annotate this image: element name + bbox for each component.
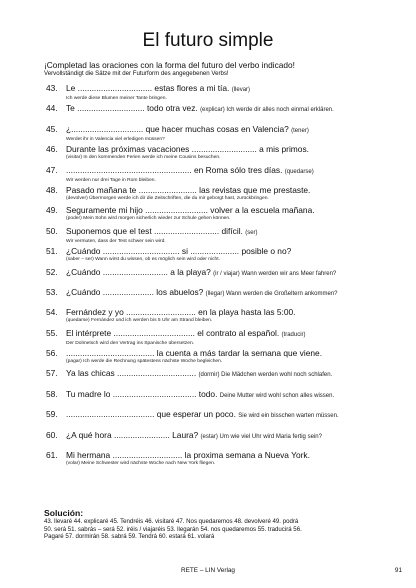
exercise-number: 61. xyxy=(46,450,58,461)
exercise-translation: (volar) Meine Schwester wird nächste Woche nach New York fliegen. xyxy=(66,461,216,467)
exercise-translation: (visitar) In den kommenden Ferien werde ich meine Cousins besuchen. xyxy=(66,155,221,161)
exercise-number: 55. xyxy=(46,327,58,338)
page-title: El futuro simple xyxy=(142,30,274,51)
exercise-sentence: Le ................................ estas flores a mi tía. xyxy=(66,83,230,93)
solution-line: 50. será 51. sabrás – será 52. iréis / viajaréis 53. llegarán 54. nos quedaremos 55. traducirá 56. xyxy=(44,525,302,533)
exercise-translation: Wir vermuten, dass der Test schwer sein wird. xyxy=(66,238,166,244)
exercise-item xyxy=(46,368,408,388)
exercise-sentence-line xyxy=(46,368,408,381)
exercise-sentence-line xyxy=(46,246,408,257)
exercise-number: 53. xyxy=(46,286,58,297)
exercise-translation: (quedarse) Fernández und ich werden bis 5 Uhr am Strand bleiben. xyxy=(66,318,213,324)
exercise-number: 50. xyxy=(46,225,58,236)
solution-line: Pagaré 57. dormirán 58. sabrá 59. Tendrá 60. estará 61. volará xyxy=(44,533,215,541)
exercise-sentence-line xyxy=(46,409,408,422)
exercise-verb-hint: (ir / viajar) Wann werden wir ans Meer fahren? xyxy=(213,270,337,277)
exercise-item xyxy=(46,307,408,327)
exercise-sentence-line xyxy=(46,226,408,239)
exercise-number: 56. xyxy=(46,348,58,359)
exercise-translation: (saber – ser) Wann wirst du wissen, ob es möglich sein wird oder nicht. xyxy=(66,257,220,263)
exercise-verb-hint: (traducir) xyxy=(281,331,306,338)
exercise-item xyxy=(46,328,408,348)
exercise-sentence-line xyxy=(46,185,408,196)
exercise-item xyxy=(46,267,408,287)
page-number: 91 xyxy=(394,567,402,574)
exercise-sentence-line xyxy=(46,348,408,359)
exercise-sentence: ¿Cuándo ................................. si ..................... posible o no? xyxy=(66,246,292,257)
exercise-sentence: ...................................................... en Roma sólo tres días. xyxy=(66,164,283,175)
exercise-sentence-line xyxy=(46,307,408,318)
solution-text xyxy=(44,518,406,541)
exercise-item xyxy=(46,389,408,409)
exercise-verb-hint: (llevar) xyxy=(231,87,251,93)
exercise-sentence: El intérprete ................................... el contrato al español. xyxy=(66,327,280,338)
exercise-number: 47. xyxy=(46,164,58,175)
exercise-sentence: Ya las chicas .................................. xyxy=(66,368,197,379)
exercise-item xyxy=(46,83,408,103)
exercise-sentence-line xyxy=(46,165,408,178)
exercise-translation: (devolver) Übermorgen werde ich dir die Zeitschriften, die du mir geborgt hast, zurückbringen. xyxy=(66,195,269,201)
exercise-sentence-line xyxy=(46,287,408,300)
exercise-verb-hint: (llegar) Wann werden die Großeltern ankommen? xyxy=(205,290,338,297)
exercise-verb-hint: (explicar) Ich werde dir alles noch einmal erklären. xyxy=(200,107,334,114)
exercise-sentence-line xyxy=(46,389,408,402)
exercise-number: 49. xyxy=(46,205,58,216)
exercise-sentence: ¿Cuándo ............................ a la playa? xyxy=(66,266,211,277)
exercise-verb-hint: (estar) Um wie viel Uhr wird Maria fertig sein? xyxy=(200,433,322,440)
exercise-number: 46. xyxy=(46,144,58,155)
exercise-item xyxy=(46,185,408,205)
exercise-sentence-line xyxy=(46,205,408,216)
exercise-verb-hint: (dormir) Die Mädchen werden wohl noch schlafen. xyxy=(198,372,333,379)
exercise-sentence-line xyxy=(46,328,408,341)
exercise-translation: (pagar) Ich werde die Rechnung spätestens nächste Woche begleichen. xyxy=(66,359,223,365)
exercise-translation: Der Dolmetsch wird den Vertrag ins Spanische übersetzen. xyxy=(66,340,195,346)
exercise-verb-hint: (tener) xyxy=(291,127,309,134)
exercise-item xyxy=(46,430,408,450)
exercise-translation: Wir werden nur drei Tage in Rom bleiben. xyxy=(66,177,156,183)
exercise-verb-hint: Sie wird ein bisschen warten müssen. xyxy=(238,413,339,420)
exercise-sentence: ¿Cuándo ...................... los abuelos? xyxy=(66,286,204,297)
exercise-item xyxy=(46,144,408,164)
exercise-item xyxy=(46,165,408,185)
exercise-sentence-line xyxy=(46,103,408,116)
exercise-sentence-line xyxy=(46,267,408,280)
exercise-number: 60. xyxy=(46,429,58,440)
solution-label: Solución: xyxy=(44,508,84,518)
solution-line: 43. llevaré 44. explicaré 45. Tendréis 46. visitaré 47. Nos quedaremos 48. devolveré 49. podrá xyxy=(44,518,299,525)
exercise-sentence: Durante las próximas vacaciones ............................ a mis primos. xyxy=(66,144,309,155)
exercise-sentence-line xyxy=(46,450,408,461)
exercise-verb-hint: (ser) xyxy=(245,229,258,236)
exercise-number: 52. xyxy=(46,266,58,277)
exercise-list xyxy=(46,83,408,470)
exercise-sentence-line xyxy=(46,430,408,443)
solution-block xyxy=(44,508,406,541)
exercise-number: 57. xyxy=(46,368,58,379)
exercise-verb-hint: (quedarse) xyxy=(284,168,314,175)
exercise-item xyxy=(46,205,408,225)
exercise-verb-hint: Deine Mutter wird wohl schon alles wissen. xyxy=(219,392,335,399)
instruction-spanish: ¡Completad las oraciones con la forma del futuro del verbo indicado! xyxy=(44,60,295,70)
exercise-sentence: Suponemos que el test ............................ difícil. xyxy=(66,225,243,236)
exercise-item xyxy=(46,409,408,429)
exercise-sentence: Pasado mañana te ......................... las revistas que me prestaste. xyxy=(66,184,311,195)
exercise-number: 51. xyxy=(46,246,58,257)
exercise-translation: (poder) Mein Sohn wird morgen sicherlich wieder zur Schule gehen können. xyxy=(66,216,231,222)
exercise-sentence-line xyxy=(46,83,408,96)
exercise-number: 58. xyxy=(46,388,58,399)
exercise-number: 43. xyxy=(46,83,58,93)
exercise-sentence-line xyxy=(46,124,408,137)
instruction-german: Vervollständigt die Sätze mit der Futurform des angegebenen Verbs! xyxy=(44,70,229,77)
exercise-sentence: ...................................... la cuenta a más tardar la semana que viene. xyxy=(66,348,323,359)
exercise-number: 44. xyxy=(46,103,58,114)
exercise-sentence: Fernández y yo .............................. en la playa hasta las 5:00. xyxy=(66,307,296,318)
exercise-item xyxy=(46,226,408,246)
exercise-sentence: ¿............................... que hacer muchas cosas en Valencia? xyxy=(66,123,289,134)
exercise-sentence: ¿A qué hora ........................ Laura? xyxy=(66,429,199,440)
exercise-sentence: ...................................... que esperar un poco. xyxy=(66,409,236,420)
exercise-sentence: Tu madre lo .................................... todo. xyxy=(66,388,218,399)
exercise-number: 48. xyxy=(46,184,58,195)
exercise-sentence: Seguramente mi hijo ........................... volver a la escuela mañana. xyxy=(66,205,315,216)
exercise-number: 54. xyxy=(46,307,58,318)
exercise-item xyxy=(46,287,408,307)
exercise-number: 59. xyxy=(46,409,58,420)
exercise-translation: Ich werde diese Blumen meiner Tante bringen. xyxy=(66,96,167,101)
publisher-footer: RETE – LIN Verlag xyxy=(181,567,235,574)
exercise-item xyxy=(46,246,408,266)
exercise-translation: Werdet ihr in Valencia viel erledigen müssen? xyxy=(66,136,165,142)
exercise-sentence-line xyxy=(46,144,408,155)
exercise-item xyxy=(46,348,408,368)
exercise-item xyxy=(46,124,408,144)
exercise-number: 45. xyxy=(46,123,58,134)
exercise-sentence: Mi hermana .............................. la proxima semana a Nueva York. xyxy=(66,450,310,461)
exercise-item xyxy=(46,450,408,470)
exercise-item xyxy=(46,103,408,123)
exercise-sentence: Te ............................. todo otra vez. xyxy=(66,103,198,114)
